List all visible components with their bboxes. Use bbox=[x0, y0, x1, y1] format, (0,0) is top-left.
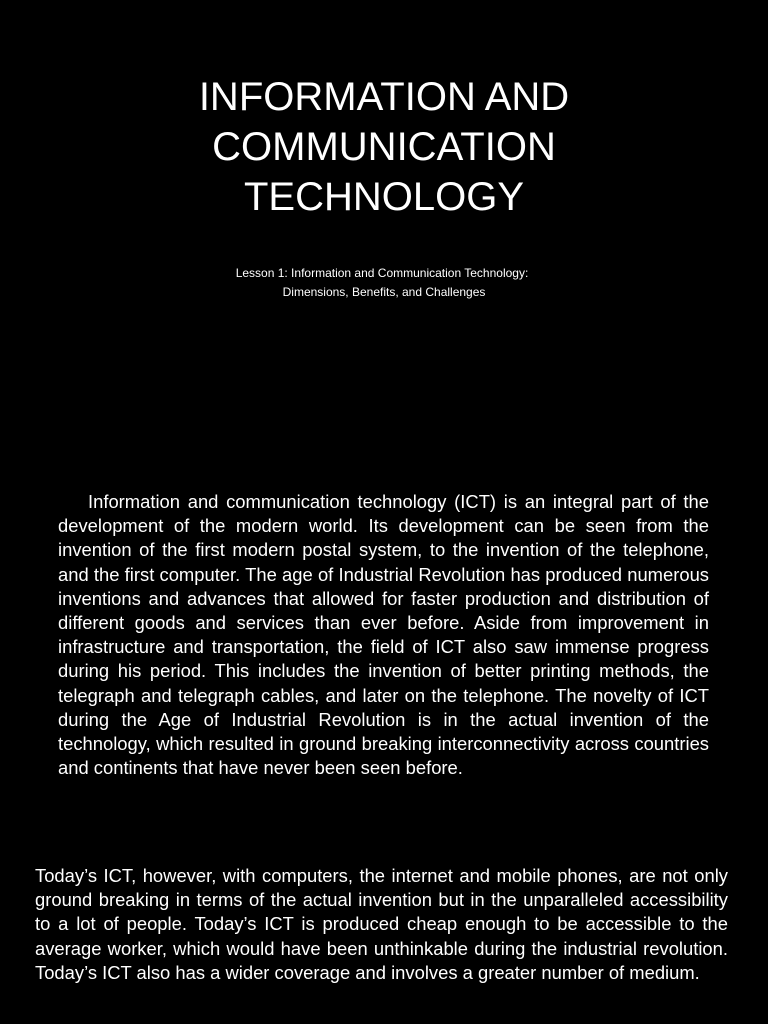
body-paragraph-2: Today’s ICT, however, with computers, the internet and mobile phones, are not only ground breaking in terms of the actual invention but in the unparalleled accessibility to a lot of people. Today’s ICT is produced cheap enough to be accessible to the average worker, which would have been unthinkable during the industrial revolution. Today’s ICT also has a wider coverage and involves a greater number of medium. bbox=[35, 865, 728, 983]
body-paragraph-1: Information and communication technology (ICT) is an integral part of the development of the modern world. Its development can be seen from the invention of the first modern postal system, to the invention of the telephone, and the first computer. The age of Industrial Revolution has produced numerous inventions and advances that allowed for faster production and distribution of different goods and services than ever before. Aside from improvement in infrastructure and transportation, the field of ICT also saw immense progress during his period. This includes the invention of better printing methods, the telegraph and telegraph cables, and later on the telephone. The novelty of ICT during the Age of Industrial Revolution is in the actual invention of the technology, which resulted in ground breaking interconnectivity across countries and continents that have never been seen before. bbox=[58, 491, 709, 779]
lesson-subtitle bbox=[0, 264, 768, 302]
title-line-2: COMMUNICATION bbox=[212, 125, 556, 169]
subtitle-line-1: Lesson 1: Information and Communication Technology: bbox=[235, 266, 529, 280]
title-line-3: TECHNOLOGY bbox=[243, 175, 525, 219]
title-line-1: INFORMATION AND bbox=[198, 75, 570, 119]
subtitle-line-2: Dimensions, Benefits, and Challenges bbox=[282, 285, 486, 299]
page-title bbox=[0, 72, 768, 222]
